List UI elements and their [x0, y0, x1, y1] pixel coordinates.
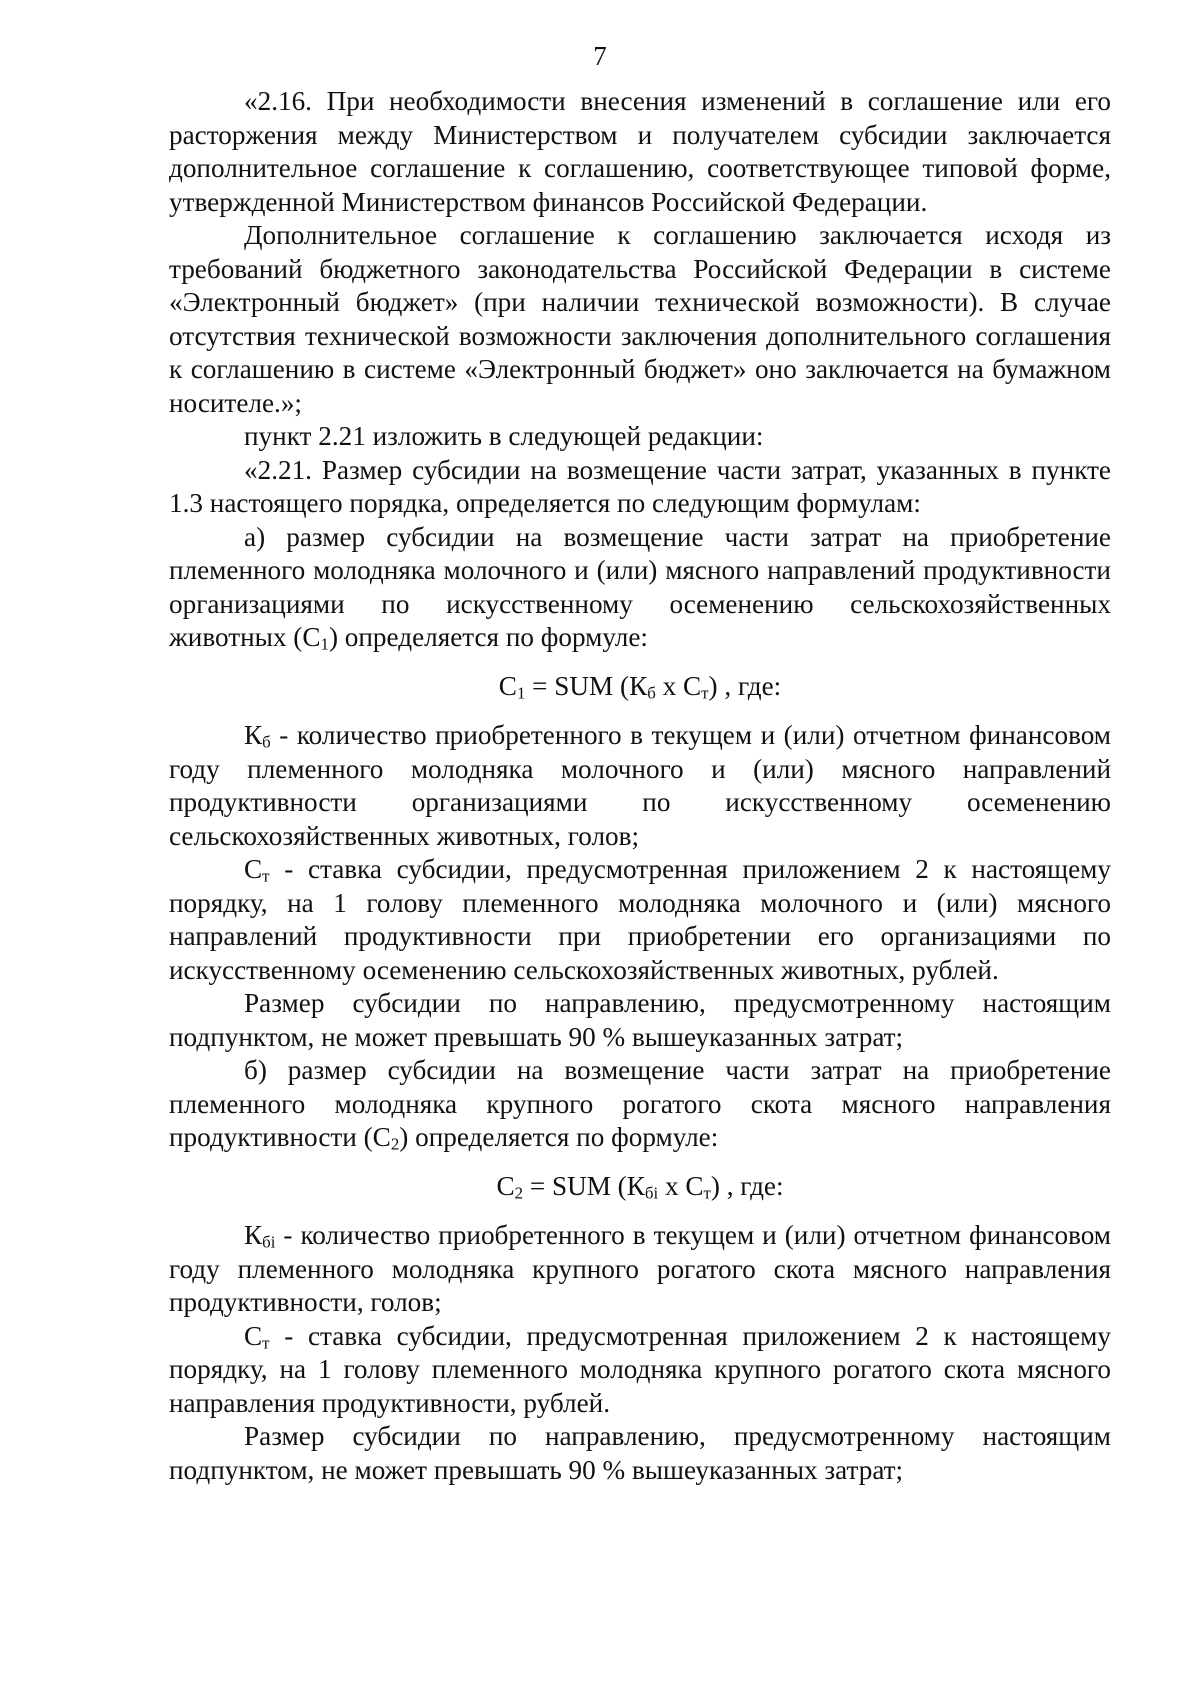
paragraph-2-16: «2.16. При необходимости внесения изменений в соглашение или его расторжения между Министерством и получателем субсидии заключается дополнительное соглашение к соглашению, соответствующее типовой форме, утвержденной Министерством финансов Российской Федерации.	[169, 86, 1111, 217]
text-segment: а) размер субсидии на возмещение части затрат на приобретение племенного молодняка молочного и (или) мясного направлений продуктивности организациями по искусственному осеменению сельскохозяйственных животных (С	[169, 521, 1111, 652]
document-body	[169, 85, 1111, 1487]
definition-text: - ставка субсидии, предусмотренная приложением 2 к настоящему порядку, на 1 голову племенного молодняка крупного рогатого скота мясного направления продуктивности, рублей.	[169, 1320, 1111, 1418]
text-segment: ) определяется по формуле:	[399, 1122, 719, 1152]
formula-symbol: С	[496, 1170, 515, 1201]
paragraph-2-21: «2.21. Размер субсидии на возмещение части затрат, указанных в пункте 1.3 настоящего порядка, определяется по следующим формулам:	[169, 454, 1111, 518]
subscript: т	[703, 1183, 711, 1203]
paragraph-subclause-a	[169, 521, 1111, 655]
formula-c1	[169, 655, 1111, 720]
definition-ct	[169, 853, 1111, 987]
paragraph-additional-agreement: Дополнительное соглашение к соглашению заключается исходя из требований бюджетного законодательства Российской Федерации в системе «Электронный бюджет» (при наличии технической возможности). В случае отсутствия технической возможности заключения дополнительного соглашения к соглашению в системе «Электронный бюджет» оно заключается на бумажном носителе.»;	[169, 220, 1111, 418]
formula-c2	[169, 1155, 1111, 1220]
subscript: 2	[390, 1134, 400, 1154]
definition-text: - ставка субсидии, предусмотренная приложением 2 к настоящему порядку, на 1 голову племенного молодняка молочного и (или) мясного направлений продуктивности при приобретении его организациями по искусственному осеменению сельскохозяйственных животных, рублей.	[169, 854, 1111, 985]
subscript: б	[262, 732, 271, 752]
formula-text: ) , где:	[708, 670, 782, 701]
formula-symbol: С	[498, 670, 517, 701]
paragraph-amendment-intro: пункт 2.21 изложить в следующей редакции:	[244, 421, 764, 451]
subscript: бi	[262, 1232, 276, 1252]
definition-kb	[169, 719, 1111, 853]
definition-symbol: К	[244, 720, 263, 750]
subscript: т	[262, 866, 270, 886]
definition-ct-b	[169, 1320, 1111, 1421]
formula-text: х С	[655, 670, 702, 701]
definition-symbol: С	[244, 1320, 263, 1351]
definition-text: - количество приобретенного в текущем и (или) отчетном финансовом году племенного молодняка крупного рогатого скота мясного направления продуктивности, голов;	[169, 1220, 1111, 1317]
definition-symbol: К	[244, 1220, 263, 1250]
definition-text: - количество приобретенного в текущем и (или) отчетном финансовом году племенного молодняка молочного и (или) мясного направлений продуктивности организациями по искусственному осеменению сельскохозяйственных животных, голов;	[169, 720, 1111, 851]
subscript: т	[701, 683, 709, 703]
subscript: т	[262, 1333, 270, 1353]
formula-text: = SUM (К	[525, 670, 648, 701]
formula-text: ) , где:	[710, 1170, 784, 1201]
definition-kbi	[169, 1219, 1111, 1320]
text-segment: ) определяется по формуле:	[328, 622, 648, 652]
text-segment: б) размер субсидии на возмещение части затрат на приобретение племенного молодняка крупного рогатого скота мясного направления продуктивности (С	[169, 1055, 1111, 1152]
subscript: 1	[320, 634, 329, 654]
formula-text: = SUM (К	[523, 1170, 645, 1201]
subscript: 1	[516, 683, 526, 703]
formula-text: х С	[658, 1170, 704, 1201]
subscript: бi	[644, 1183, 659, 1203]
paragraph-limit-b: Размер субсидии по направлению, предусмотренному настоящим подпунктом, не может превышать 90 % вышеуказанных затрат;	[169, 1421, 1111, 1485]
subscript: б	[647, 683, 656, 703]
paragraph-limit-a: Размер субсидии по направлению, предусмотренному настоящим подпунктом, не может превышать 90 % вышеуказанных затрат;	[169, 988, 1111, 1052]
paragraph-subclause-b	[169, 1054, 1111, 1155]
definition-symbol: С	[244, 854, 263, 884]
subscript: 2	[514, 1183, 524, 1203]
page-number: 7	[593, 41, 607, 71]
